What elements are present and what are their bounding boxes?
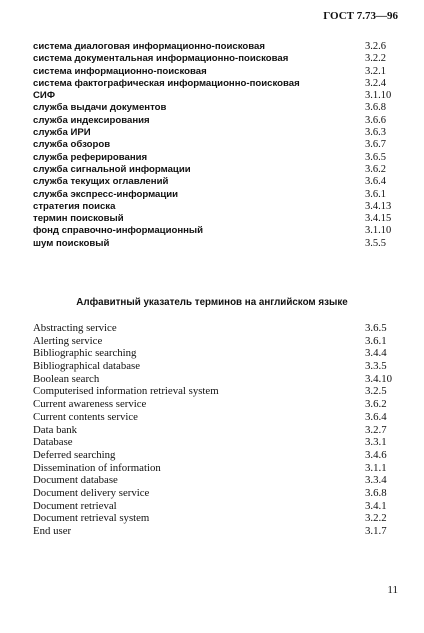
index-row — [33, 500, 403, 513]
index-term: система диалоговая информационно-поисковая — [33, 41, 265, 52]
index-reference: 3.6.4 — [365, 176, 386, 188]
index-term: Document retrieval system — [33, 512, 150, 525]
index-reference: 3.2.7 — [365, 423, 387, 436]
index-term: End user — [33, 525, 72, 537]
index-row — [33, 102, 403, 114]
index-row — [33, 322, 403, 335]
index-term: система фактографическая информационно-поисковая — [33, 77, 300, 89]
index-term: Document database — [33, 474, 118, 487]
index-reference: 3.4.4 — [365, 347, 387, 360]
index-reference: 3.6.8 — [365, 486, 387, 499]
index-row — [33, 360, 403, 373]
section-title: Алфавитный указатель терминов на английском языке — [76, 297, 348, 308]
index-reference: 3.6.2 — [365, 163, 386, 175]
index-row — [33, 201, 403, 213]
index-term: служба экспресс-информации — [33, 188, 179, 200]
index-reference: 3.6.8 — [365, 102, 386, 114]
index-reference: 3.4.6 — [365, 448, 387, 461]
index-reference: 3.6.1 — [365, 334, 387, 347]
index-term: Data bank — [33, 423, 78, 436]
index-row — [33, 90, 403, 102]
index-reference: 3.6.4 — [365, 410, 387, 423]
index-row — [33, 398, 403, 411]
index-reference: 3.5.5 — [365, 237, 386, 249]
index-reference: 3.2.5 — [365, 385, 387, 398]
index-term: Computerised information retrieval system — [33, 385, 219, 398]
index-reference: 3.1.10 — [365, 90, 392, 102]
standard-header: ГОСТ 7.73—96 — [323, 10, 398, 22]
index-row — [33, 225, 403, 237]
index-term: Deferred searching — [33, 448, 116, 461]
index-reference: 3.2.6 — [365, 41, 386, 52]
index-row — [33, 335, 403, 348]
index-reference: 3.4.1 — [365, 499, 387, 512]
index-reference: 3.6.7 — [365, 139, 386, 151]
index-term: Alerting service — [33, 334, 103, 347]
index-reference: 3.3.5 — [365, 360, 387, 373]
index-term: Current contents service — [33, 410, 138, 423]
index-row — [33, 424, 403, 437]
index-reference: 3.1.1 — [365, 461, 387, 474]
index-reference: 3.4.15 — [365, 213, 392, 225]
index-reference: 3.1.7 — [365, 525, 387, 537]
index-row — [33, 449, 403, 462]
page-number: 11 — [387, 584, 398, 596]
index-term: служба реферирования — [33, 151, 148, 163]
index-term: Bibliographic searching — [33, 347, 137, 360]
index-row — [33, 66, 403, 78]
index-row — [33, 189, 403, 201]
index-row — [33, 487, 403, 500]
index-reference: 3.2.2 — [365, 512, 387, 525]
index-reference: 3.4.13 — [365, 200, 392, 212]
index-row — [33, 525, 403, 538]
index-term: Current awareness service — [33, 398, 147, 411]
index-reference: 3.2.4 — [365, 77, 386, 89]
index-row — [33, 53, 403, 65]
index-term: Abstracting service — [33, 322, 117, 334]
index-reference: 3.4.10 — [365, 372, 392, 385]
index-row — [33, 164, 403, 176]
index-term: служба индексирования — [33, 114, 150, 126]
index-term: служба выдачи документов — [33, 102, 167, 114]
index-reference: 3.2.1 — [365, 65, 386, 77]
index-term: стратегия поиска — [33, 200, 116, 212]
index-row — [33, 347, 403, 360]
index-row — [33, 78, 403, 90]
index-reference: 3.2.2 — [365, 53, 386, 65]
index-term: Database — [33, 436, 73, 449]
index-row — [33, 385, 403, 398]
index-row — [33, 176, 403, 188]
index-term: Bibliographical database — [33, 360, 141, 373]
index-term: Boolean search — [33, 372, 100, 385]
russian-term-index — [33, 41, 403, 250]
index-term: СИФ — [33, 90, 56, 102]
index-term: служба ИРИ — [33, 127, 91, 139]
index-term: служба обзоров — [33, 139, 111, 151]
index-reference: 3.6.2 — [365, 398, 387, 411]
index-reference: 3.6.6 — [365, 114, 386, 126]
index-row — [33, 436, 403, 449]
index-row — [33, 152, 403, 164]
index-term: служба сигнальной информации — [33, 163, 191, 175]
index-reference: 3.6.5 — [365, 322, 387, 334]
index-row — [33, 213, 403, 225]
index-row — [33, 115, 403, 127]
index-reference: 3.6.1 — [365, 188, 386, 200]
index-term: Document delivery service — [33, 486, 150, 499]
index-reference: 3.6.3 — [365, 127, 386, 139]
index-reference: 3.1.10 — [365, 225, 392, 237]
index-row — [33, 462, 403, 475]
index-row — [33, 41, 403, 53]
index-reference: 3.3.1 — [365, 436, 387, 449]
index-row — [33, 127, 403, 139]
index-row — [33, 512, 403, 525]
english-term-index — [33, 322, 403, 538]
index-reference: 3.3.4 — [365, 474, 387, 487]
index-row — [33, 411, 403, 424]
index-term: система документальная информационно-поисковая — [33, 53, 289, 65]
index-row — [33, 238, 403, 250]
index-term: термин поисковый — [33, 213, 124, 225]
index-term: Document retrieval — [33, 499, 117, 512]
index-term: фонд справочно-информационный — [33, 225, 204, 237]
index-term: система информационно-поисковая — [33, 65, 207, 77]
index-reference: 3.6.5 — [365, 151, 386, 163]
index-row — [33, 474, 403, 487]
index-term: служба текущих оглавлений — [33, 176, 169, 188]
index-row — [33, 373, 403, 386]
index-term: Dissemination of information — [33, 461, 161, 474]
index-term: шум поисковый — [33, 237, 110, 249]
index-row — [33, 139, 403, 151]
